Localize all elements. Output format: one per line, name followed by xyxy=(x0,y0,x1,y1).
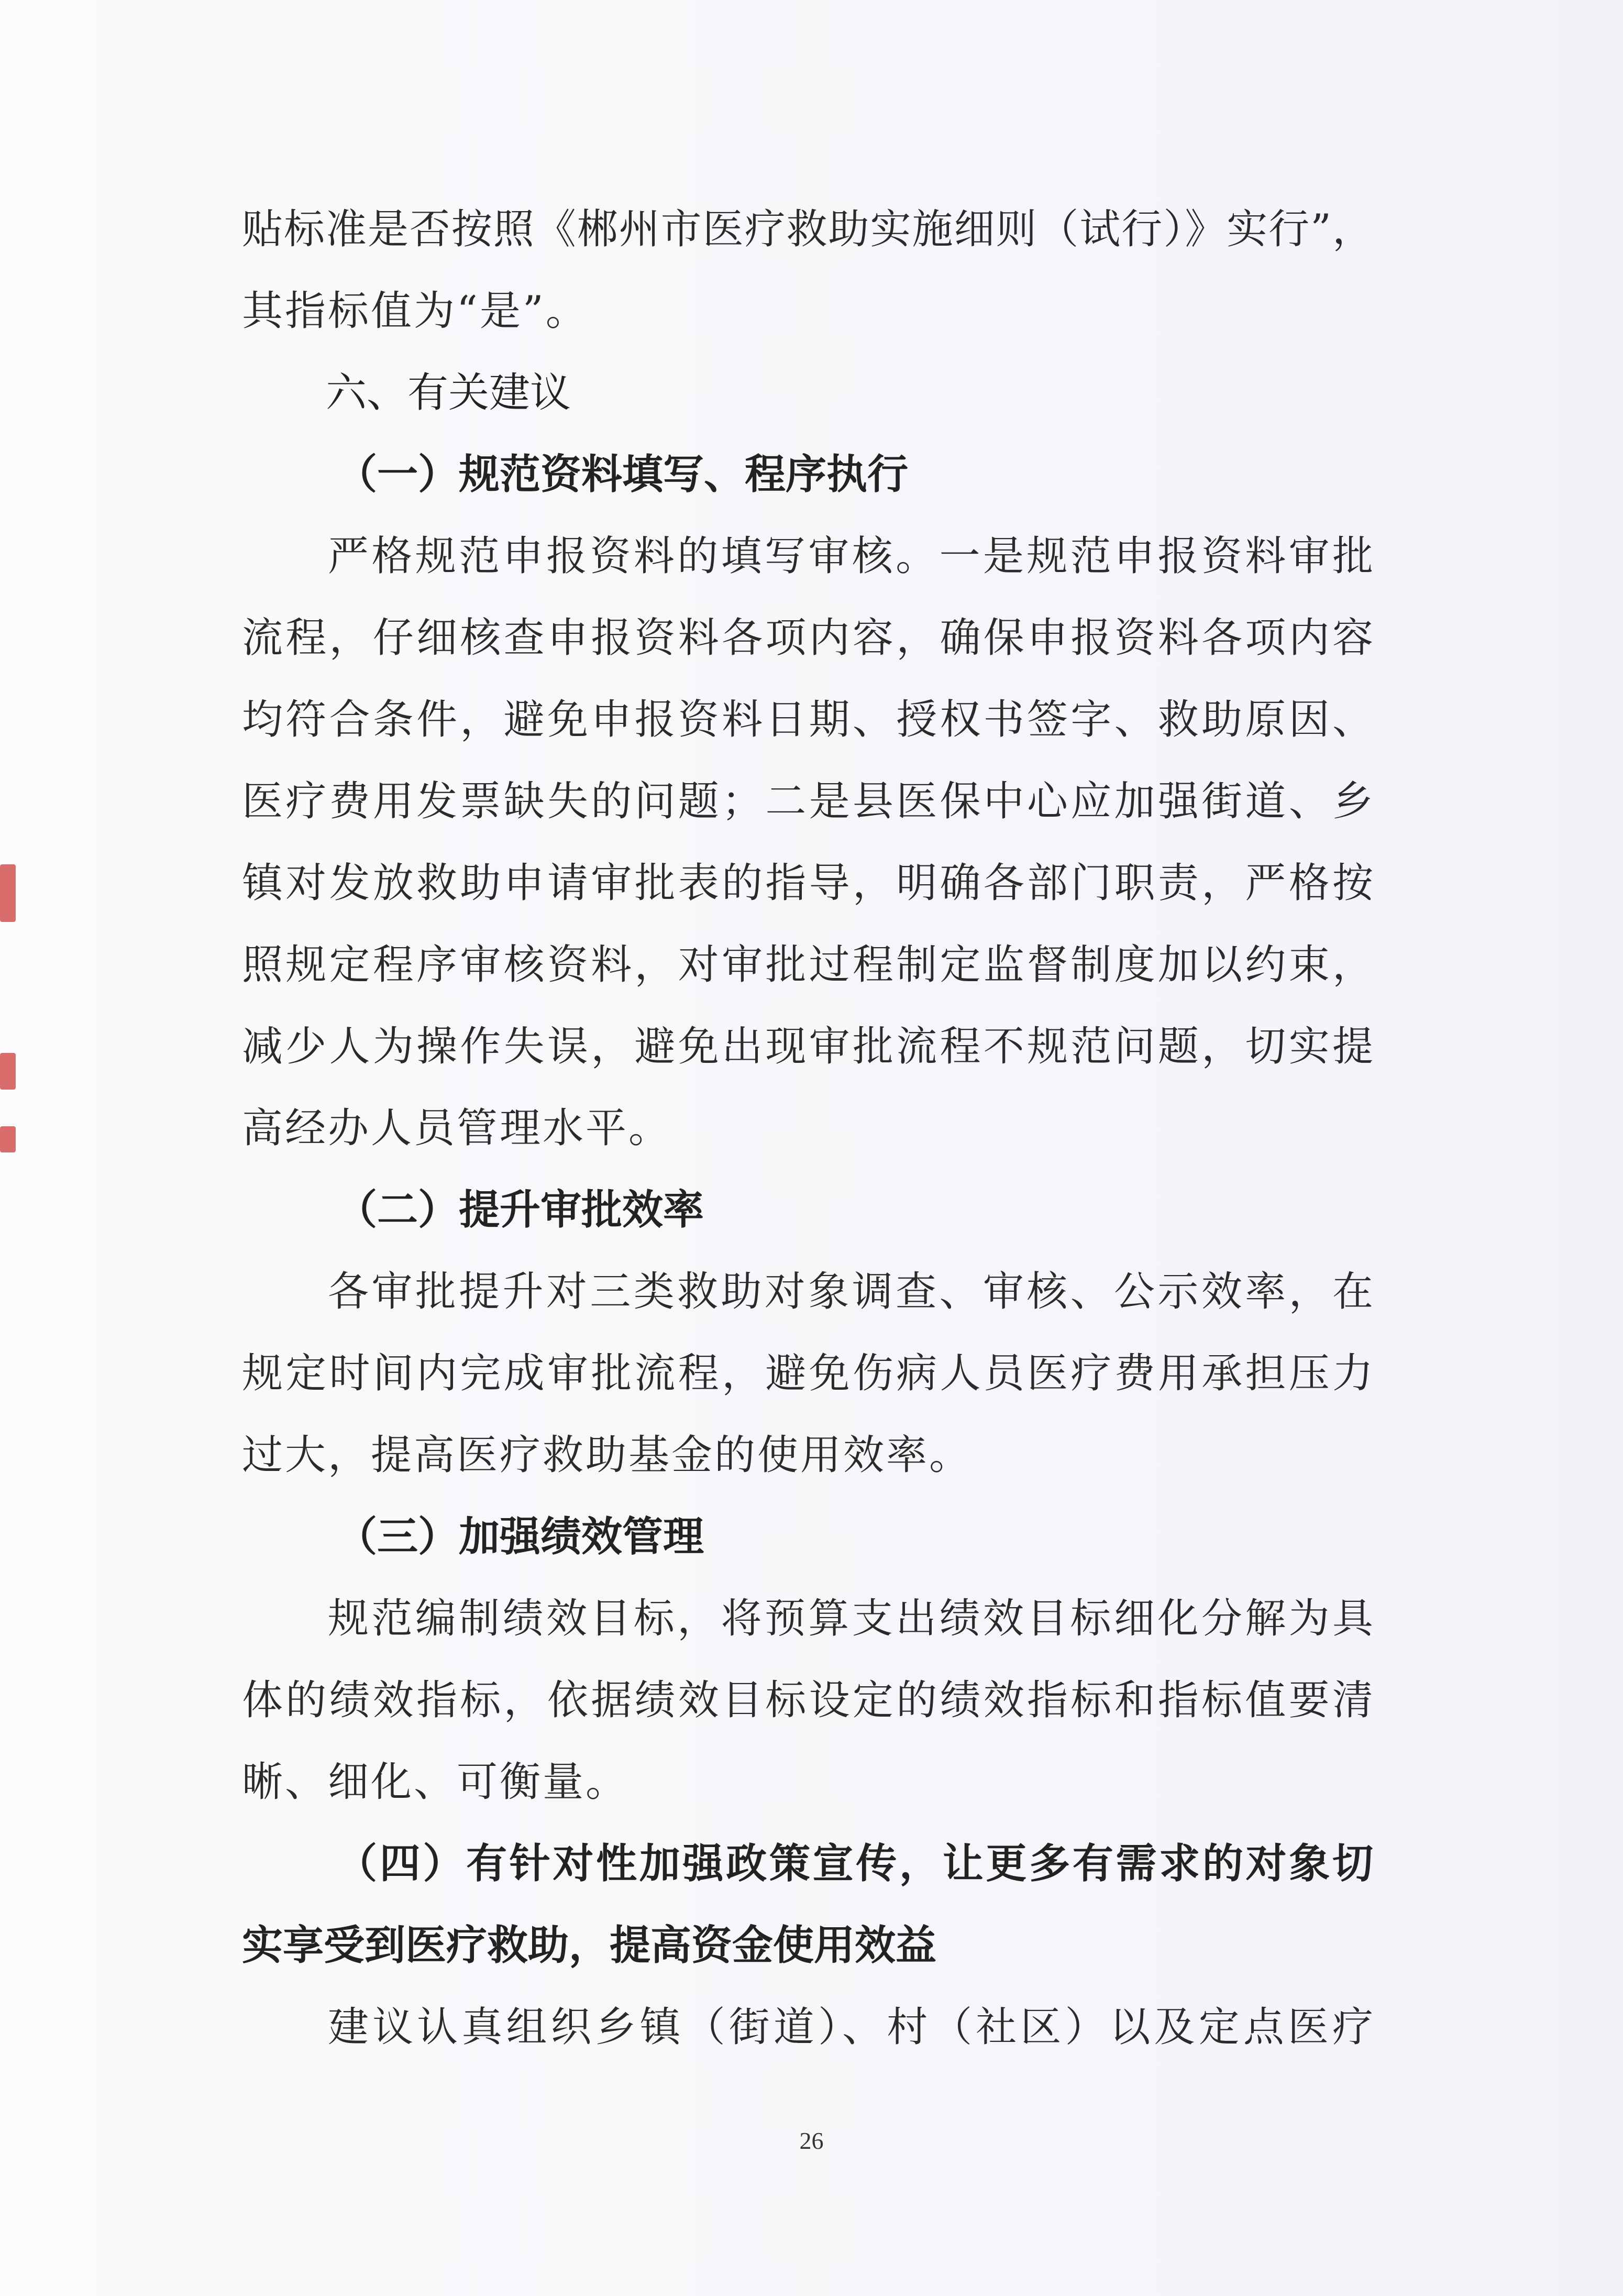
paragraph-line: 严格规范申报资料的填写审核。一是规范申报资料审批 xyxy=(328,533,1373,580)
paragraph-line: 高经办人员管理水平。 xyxy=(242,1105,672,1152)
paragraph-line: 规范编制绩效目标，将预算支出绩效目标细化分解为具 xyxy=(328,1595,1373,1642)
paragraph-line: 规定时间内完成审批流程，避免伤病人员医疗费用承担压力 xyxy=(242,1350,1373,1397)
section-heading: 六、有关建议 xyxy=(326,369,571,416)
document-body xyxy=(242,189,1373,2068)
subsection-heading: （一）规范资料填写、程序执行 xyxy=(336,451,909,498)
subsection-heading-continued: 实享受到医疗救助，提高资金使用效益 xyxy=(242,1922,937,1969)
paragraph-line: 过大，提高医疗救助基金的使用效率。 xyxy=(242,1432,973,1479)
paragraph-line: 医疗费用发票缺失的问题；二是县医保中心应加强街道、乡 xyxy=(242,778,1373,825)
seal-edge-mark xyxy=(0,864,16,922)
paragraph-line: 流程，仔细核查申报资料各项内容，确保申报资料各项内容 xyxy=(242,614,1373,662)
paragraph-line: 各审批提升对三类救助对象调查、审核、公示效率，在 xyxy=(328,1268,1373,1315)
paragraph-line: 贴标准是否按照《郴州市医疗救助实施细则（试行）》实行”， xyxy=(242,206,1373,253)
paragraph-line: 镇对发放救助申请审批表的指导，明确各部门职责，严格按 xyxy=(242,860,1373,907)
paragraph-line: 均符合条件，避免申报资料日期、授权书签字、救助原因、 xyxy=(242,696,1373,743)
paragraph-line: 晰、细化、可衡量。 xyxy=(242,1759,629,1806)
seal-edge-mark xyxy=(0,1053,16,1090)
seal-edge-mark xyxy=(0,1126,16,1152)
subsection-heading: （四）有针对性加强政策宣传，让更多有需求的对象切 xyxy=(336,1840,1373,1887)
paragraph-line: 照规定程序审核资料，对审批过程制定监督制度加以约束， xyxy=(242,941,1373,988)
paragraph-line: 其指标值为“是”。 xyxy=(242,288,589,335)
page-number: 26 xyxy=(799,2127,824,2154)
subsection-heading: （三）加强绩效管理 xyxy=(336,1513,704,1561)
paragraph-line: 体的绩效指标，依据绩效目标设定的绩效指标和指标值要清 xyxy=(242,1677,1373,1724)
paragraph-line: 建议认真组织乡镇（街道）、村（社区）以及定点医疗 xyxy=(328,2004,1373,2051)
paragraph-line: 减少人为操作失误，避免出现审批流程不规范问题，切实提 xyxy=(242,1023,1373,1070)
subsection-heading: （二）提升审批效率 xyxy=(336,1187,704,1234)
